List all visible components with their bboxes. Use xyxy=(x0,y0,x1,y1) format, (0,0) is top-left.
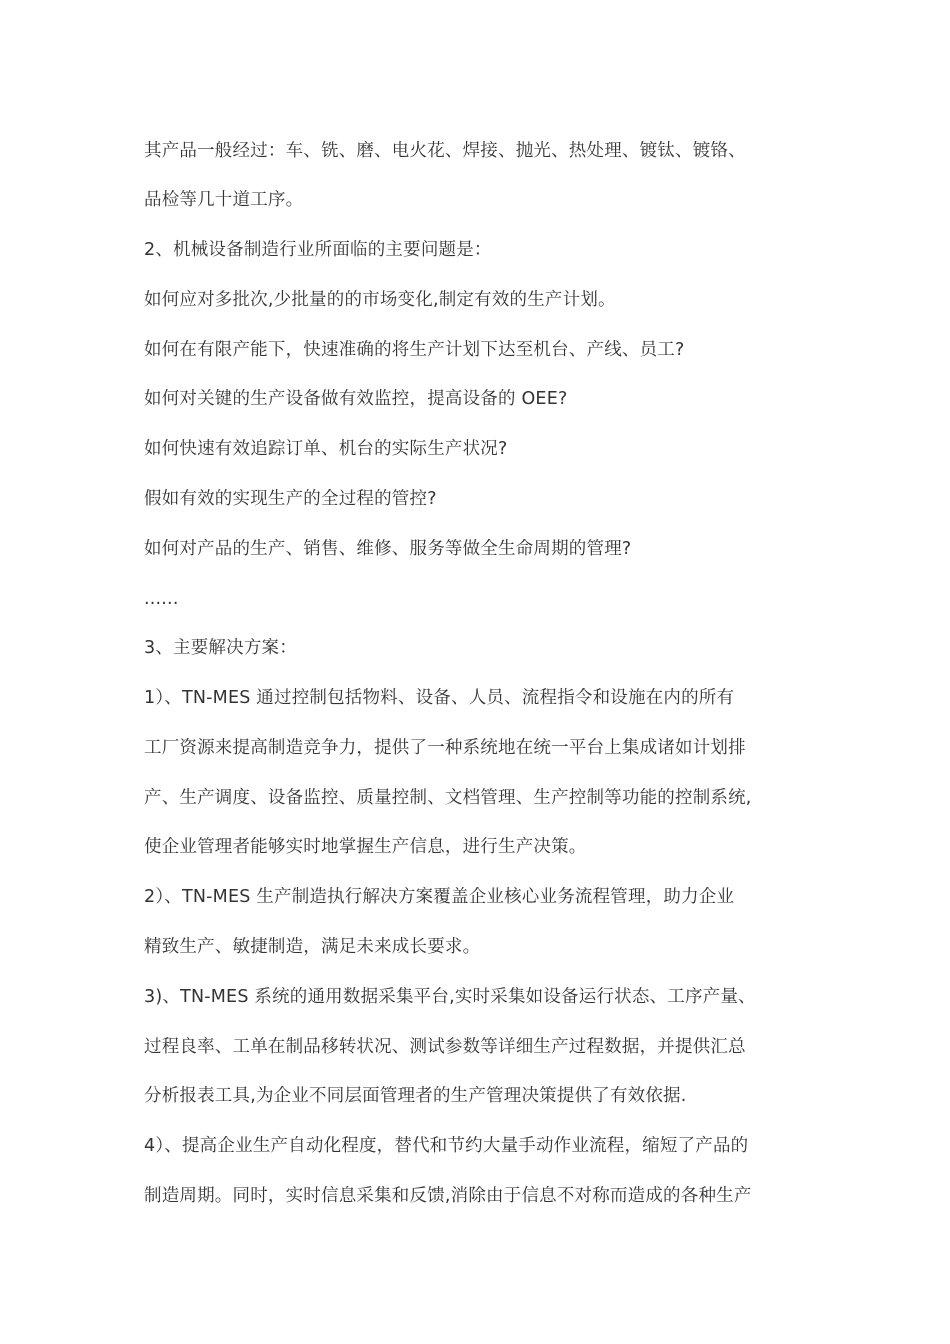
text-line: 制造周期。同时，实时信息采集和反馈,消除由于信息不对称而造成的各种生产 xyxy=(144,1186,752,1206)
ellipsis-line: ...... xyxy=(144,589,179,609)
text-line: 精致生产、敏捷制造，满足未来成长要求。 xyxy=(144,937,481,957)
text-line: 如何对关键的生产设备做有效监控，提高设备的 OEE? xyxy=(144,389,568,409)
text-line: 品检等几十道工序。 xyxy=(144,190,304,210)
text-line: 3)、TN-MES 系统的通用数据采集平台,实时采集如设备运行状态、工序产量、 xyxy=(144,987,756,1007)
text-line: 分析报表工具,为企业不同层面管理者的生产管理决策提供了有效依据. xyxy=(144,1086,687,1106)
text-line: 如何在有限产能下，快速准确的将生产计划下达至机台、产线、员工? xyxy=(144,340,685,360)
text-line: 产、生产调度、设备监控、质量控制、文档管理、生产控制等功能的控制系统, xyxy=(144,788,752,808)
text-line: 过程良率、工单在制品移转状况、测试参数等详细生产过程数据，并提供汇总 xyxy=(144,1037,746,1057)
section-heading: 2、机械设备制造行业所面临的主要问题是： xyxy=(144,240,492,260)
text-line: 4）、提高企业生产自动化程度，替代和节约大量手动作业流程，缩短了产品的 xyxy=(144,1136,749,1156)
text-line: 1）、TN-MES 通过控制包括物料、设备、人员、流程指令和设施在内的所有 xyxy=(144,688,735,708)
text-line: 2）、TN-MES 生产制造执行解决方案覆盖企业核心业务流程管理，助力企业 xyxy=(144,887,735,907)
text-line: 如何对产品的生产、销售、维修、服务等做全生命周期的管理? xyxy=(144,539,632,559)
text-line: 工厂资源来提高制造竞争力，提供了一种系统地在统一平台上集成诸如计划排 xyxy=(144,738,746,758)
text-line: 如何快速有效追踪订单、机台的实际生产状况? xyxy=(144,439,508,459)
text-line: 假如有效的实现生产的全过程的管控? xyxy=(144,489,437,509)
text-line: 使企业管理者能够实时地掌握生产信息，进行生产决策。 xyxy=(144,837,587,857)
section-heading: 3、主要解决方案： xyxy=(144,638,297,658)
text-line: 如何应对多批次,少批量的的市场变化,制定有效的生产计划。 xyxy=(144,290,616,310)
text-line: 其产品一般经过：车、铣、磨、电火花、焊接、抛光、热处理、镀钛、镀铬、 xyxy=(144,141,746,161)
